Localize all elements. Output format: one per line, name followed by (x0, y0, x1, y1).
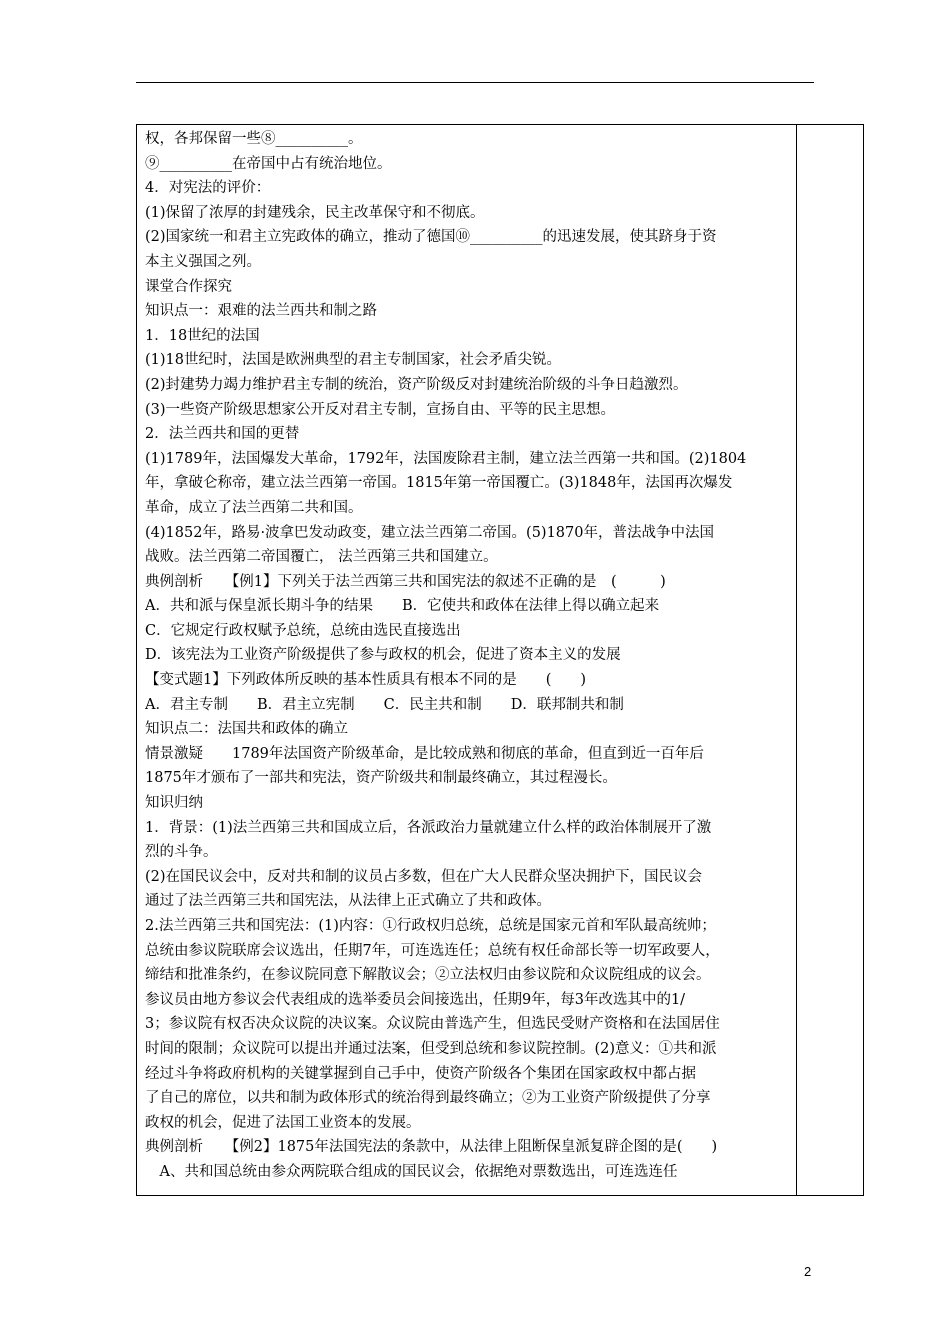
text-line: (1)1789年，法国爆发大革命，1792年，法国废除君主制，建立法兰西第一共和国。(2)1804 (145, 450, 747, 467)
text-line: (2)封建势力竭力维护君主专制的统治，资产阶级反对封建统治阶级的斗争日趋激烈。 (145, 376, 688, 393)
text-line: 总统由参议院联席会议选出，任期7年，可连选连任；总统有权任命部长等一切军政要人， (145, 942, 720, 959)
text-line: (1)18世纪时，法国是欧洲典型的君主专制国家，社会矛盾尖锐。 (145, 352, 561, 369)
text-line: (4)1852年，路易·波拿巴发动政变，建立法兰西第二帝国。(5)1870年，普法战争中法国 (145, 524, 714, 541)
text-line: 权，各邦保留一些⑧__________。 (145, 131, 363, 147)
text-line: (3)一些资产阶级思想家公开反对君主专制，宣扬自由、平等的民主思想。 (145, 401, 616, 418)
text-line: D．该宪法为工业资产阶级提供了参与政权的机会，促进了资本主义的发展 (145, 647, 621, 664)
text-line: 3；参议院有权否决众议院的决议案。众议院由普选产生，但选民受财产资格和在法国居住 (145, 1016, 720, 1033)
text-line: 典例剖析 【例2】1875年法国宪法的条款中，从法律上阻断保皇派复辟企图的是( ) (145, 1139, 718, 1156)
text-line: 政权的机会，促进了法国工业资本的发展。 (145, 1114, 421, 1131)
text-line: 知识点二：法国共和政体的确立 (145, 721, 348, 738)
text-line: 1．背景：(1)法兰西第三共和国成立后，各派政治力量就建立什么样的政治体制展开了激 (145, 819, 712, 836)
text-line: 课堂合作探究 (145, 278, 232, 295)
text-line: 知识归纳 (145, 795, 203, 812)
text-line: ⑨__________在帝国中占有统治地位。 (145, 155, 392, 172)
text-line: A、共和国总统由参众两院联合组成的国民议会，依据绝对票数选出，可连选连任 (145, 1163, 678, 1180)
text-line: 时间的限制；众议院可以提出并通过法案，但受到总统和参议院控制。(2)意义：①共和派 (145, 1040, 717, 1057)
text-line: (1)保留了浓厚的封建残余，民主改革保守和不彻底。 (145, 204, 485, 221)
text-line: 情景激疑 1789年法国资产阶级革命，是比较成熟和彻底的革命，但直到近一百年后 (145, 745, 704, 762)
text-line: 1．18世纪的法国 (145, 327, 260, 344)
text-line: 参议员由地方参议会代表组成的选举委员会间接选出，任期9年，每3年改选其中的1/ (145, 991, 686, 1008)
content-table (136, 124, 864, 1196)
page-number: 2 (804, 1264, 812, 1279)
text-line: 1875年才颁布了一部共和宪法，资产阶级共和制最终确立，其过程漫长。 (145, 770, 617, 787)
column-divider (796, 125, 797, 1195)
text-line: 年，拿破仑称帝，建立法兰西第一帝国。1815年第一帝国覆亡。(3)1848年，法国再次爆发 (145, 475, 733, 492)
text-line: (2)国家统一和君主立宪政体的确立，推动了德国⑩__________的迅速发展，使其跻身于资 (145, 229, 717, 246)
text-line: C．它规定行政权赋予总统，总统由选民直接选出 (145, 622, 461, 639)
text-line: A．君主专制 B．君主立宪制 C．民主共和制 D．联邦制共和制 (145, 696, 624, 713)
text-line: 本主义强国之列。 (145, 253, 261, 270)
text-line: 通过了法兰西第三共和国宪法，从法律上正式确立了共和政体。 (145, 893, 551, 910)
text-line: 烈的斗争。 (145, 844, 218, 861)
text-line: 革命，成立了法兰西第二共和国。 (145, 499, 363, 516)
text-line: 知识点一：艰难的法兰西共和制之路 (145, 303, 377, 320)
text-line: A．共和派与保皇派长期斗争的结果 B．它使共和政体在法律上得以确立起来 (145, 598, 660, 615)
main-text-column (145, 127, 791, 1185)
text-line: (2)在国民议会中，反对共和制的议员占多数，但在广大人民群众坚决拥护下，国民议会 (145, 868, 703, 885)
text-line: 2.法兰西第三共和国宪法：(1)内容：①行政权归总统，总统是国家元首和军队最高统帅； (145, 918, 716, 934)
text-line: 经过斗争将政府机构的关键掌握到自己手中，使资产阶级各个集团在国家政权中都占据 (145, 1065, 696, 1082)
text-line: 典例剖析 【例1】下列关于法兰西第三共和国宪法的叙述不正确的是 ( ) (145, 573, 666, 590)
text-line: 4．对宪法的评价： (145, 180, 271, 197)
text-line: 了自己的席位，以共和制为政体形式的统治得到最终确立；②为工业资产阶级提供了分享 (145, 1090, 711, 1107)
text-line: 战败。法兰西第二帝国覆亡， 法兰西第三共和国建立。 (145, 549, 498, 566)
text-line: 【变式题1】下列政体所反映的基本性质具有根本不同的是 ( ) (145, 672, 587, 689)
header-rule (136, 82, 814, 83)
text-line: 2．法兰西共和国的更替 (145, 426, 300, 443)
text-line: 缔结和批准条约，在参议院同意下解散议会；②立法权归由参议院和众议院组成的议会。 (145, 967, 711, 984)
